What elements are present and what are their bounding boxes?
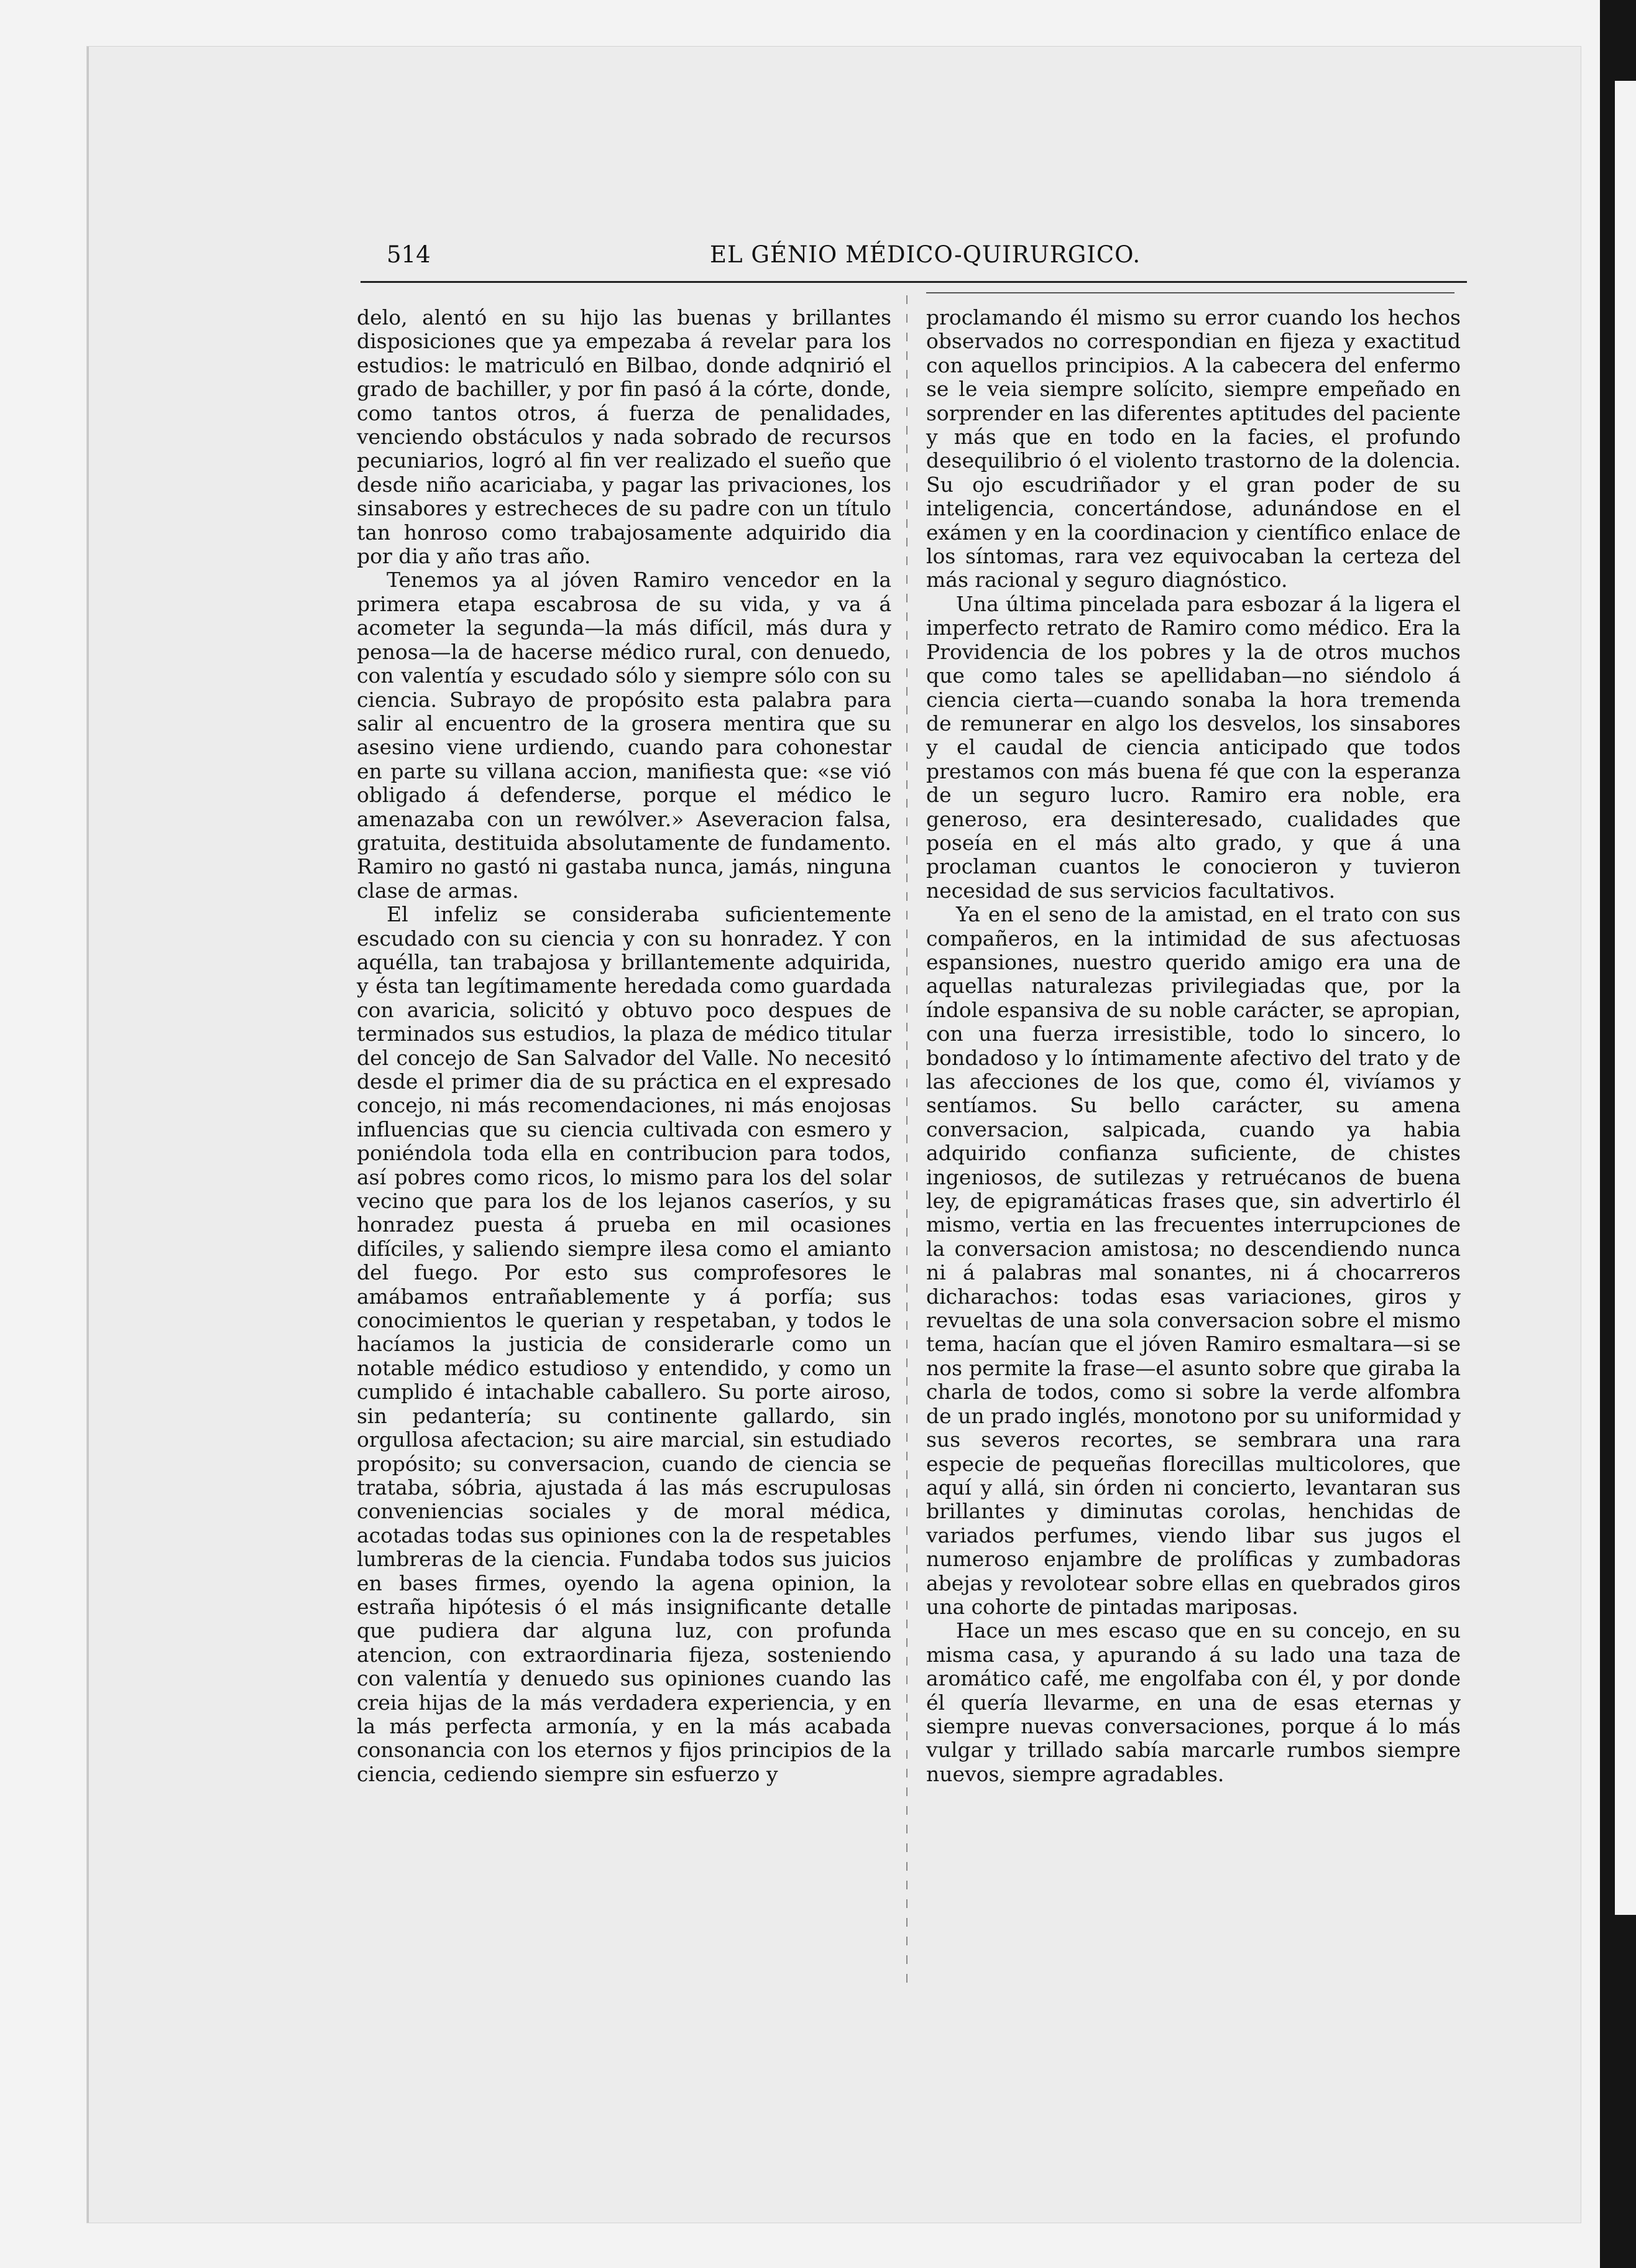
paragraph: Una última pincelada para esbozar á la ligera el imperfecto retrato de Ramiro como médico. Era la Providencia de los pobres y la de otros muchos que como tales se apellidaban—no siéndolo á ciencia cierta—cuando sonaba la hora tremenda de remunerar en algo los desvelos, los sinsabores y el caudal de ciencia anticipado que todos prestamos con más buena fé que con la esperanza de un seguro lucro. Ramiro era noble, era generoso, era desinteresado, cualidades que poseía en el más alto grado, y que á una proclaman cuantos le conocieron y tuvieron necesidad de sus servicios facultativos. — [926, 591, 1461, 903]
scan-edge-gap — [1615, 81, 1636, 1915]
running-title: EL GÉNIO MÉDICO-QUIRURGICO. — [710, 241, 1141, 268]
header-rule — [361, 281, 1467, 283]
right-column-top-rule — [926, 292, 1454, 293]
paragraph: delo, alentó en su hijo las buenas y brillantes disposiciones que ya empezaba á revelar para los estudios: le matriculó en Bilbao, donde adqnirió el grado de bachiller, y por fin pasó á la córte, donde, como tantos otros, á fuerza de penalidades, venciendo obstáculos y nada sobrado de recursos pecuniarios, logró al fin ver realizado el sueño que desde niño acariciaba, y pagar las privaciones, los sinsabores y estrecheces de su padre con un título tan honroso como trabajosamente adquirido dia por dia y año tras año. — [357, 305, 891, 569]
page-number: 514 — [387, 241, 431, 268]
right-column — [926, 306, 1461, 1786]
paragraph: El infeliz se consideraba suficientemente escudado con su ciencia y con su honradez. Y con aquélla, tan trabajosa y brillantemente adquirida, y ésta tan legítimamente heredada como guardada con avaricia, solicitó y obtuvo poco despues de terminados sus estudios, la plaza de médico titular del concejo de San Salvador del Valle. No necesitó desde el primer dia de su práctica en el expresado concejo, ni más recomendaciones, ni más enojosas influencias que su ciencia cultivada con esmero y poniéndola toda ella en contribucion para todos, así pobres como ricos, lo mismo para los del solar vecino que para los de los lejanos caseríos, y su honradez puesta á prueba en mil ocasiones difíciles, y saliendo siempre ilesa como el amianto del fuego. Por esto sus comprofesores le amábamos entrañablemente y á porfía; sus conocimientos le querian y respetaban, y todos le hacíamos la justicia de considerarle como un notable médico estudioso y entendido, y como un cumplido é intachable caballero. Su porte airoso, sin pedantería; su continente gallardo, sin orgullosa afectacion; su aire marcial, sin estudiado propósito; su conversacion, cuando de ciencia se trataba, sóbria, ajustada á las más escrupulosas conveniencias sociales y de moral médica, acotadas todas sus opiniones con la de respetables lumbreras de la ciencia. Fundaba todos sus juicios en bases firmes, oyendo la agena opinion, la estraña hipótesis ó el más insignificante detalle que pudiera dar alguna luz, con profunda atencion, con extraordinaria fijeza, sosteniendo con valentía y denuedo sus opiniones cuando las creia hijas de la más verdadera experiencia, y en la más perfecta armonía, y en la más acabada consonancia con los eternos y fijos principios de la ciencia, cediendo siempre sin esfuerzo y — [357, 902, 891, 1786]
paragraph: Tenemos ya al jóven Ramiro vencedor en la primera etapa escabrosa de su vida, y va á acometer la segunda—la más difícil, más dura y penosa—la de hacerse médico rural, con denuedo, con valentía y escudado sólo y siempre sólo con su ciencia. Subrayo de propósito esta palabra para salir al encuentro de la grosera mentira que su asesino viene urdiendo, cuando para cohonestar en parte su villana accion, manifiesta que: «se vió obligado á defenderse, porque el médico le amenazaba con un rewólver.» Aseveracion falsa, gratuita, destituida absolutamente de fundamento. Ramiro no gastó ni gastaba nunca, jamás, ninguna clase de armas. — [357, 568, 891, 903]
running-header — [387, 241, 1468, 271]
left-column — [357, 306, 891, 1786]
paragraph: Hace un mes escaso que en su concejo, en su misma casa, y apurando á su lado una taza de aromático café, me engolfaba con él, y por donde él quería llevarme, en una de esas eternas y siempre nuevas conversaciones, porque á lo más vulgar y trillado sabía marcarle rumbos siempre nuevos, siempre agradables. — [926, 1618, 1461, 1786]
paragraph: Ya en el seno de la amistad, en el trato con sus compañeros, en la intimidad de sus afectuosas espansiones, nuestro querido amigo era una de aquellas naturalezas privilegiadas que, por la índole espansiva de su noble carácter, se apropian, con una fuerza irresistible, todo lo sincero, lo bondadoso y lo íntimamente afectivo del trato y de las afecciones de los que, como él, vivíamos y sentíamos. Su bello carácter, su amena conversacion, salpicada, cuando ya habia adquirido confianza suficiente, de chistes ingeniosos, de sutilezas y retruécanos de buena ley, de epigramáticas frases que, sin advertirlo él mismo, vertia en las frecuentes interrupciones de la conversacion amistosa; no descendiendo nunca ni á palabras mal sonantes, ni á chocarreros dicharachos: todas esas variaciones, giros y revueltas de una sola conversacion sobre el mismo tema, hacían que el jóven Ramiro esmaltara—si se nos permite la frase—el asunto sobre que giraba la charla de todos, como si sobre la verde alfombra de un prado inglés, monotono por su uniformidad y sus severos recortes, se sembrara una rara especie de pequeñas florecillas multicolores, que aquí y allá, sin órden ni concierto, levantaran sus brillantes y diminutas corolas, henchidas de variados perfumes, viendo libar sus jugos el numeroso enjambre de prolíficas y zumbadoras abejas y revolotear sobre ellas en quebrados giros una cohorte de pintadas mariposas. — [926, 902, 1461, 1619]
column-divider — [906, 295, 908, 1986]
paragraph: proclamando él mismo su error cuando los hechos observados no correspondian en fijeza y exactitud con aquellos principios. A la cabecera del enfermo se le veia siempre solícito, siempre empeñado en sorprender en las diferentes aptitudes del paciente y más que en todo en la facies, el profundo desequilibrio ó el violento trastorno de la dolencia. Su ojo escudriñador y el gran poder de su inteligencia, concertándose, adunándose en el exámen y en la coordinacion y científico enlace de los síntomas, rara vez equivocaban la certeza del más racional y seguro diagnóstico. — [926, 305, 1461, 592]
